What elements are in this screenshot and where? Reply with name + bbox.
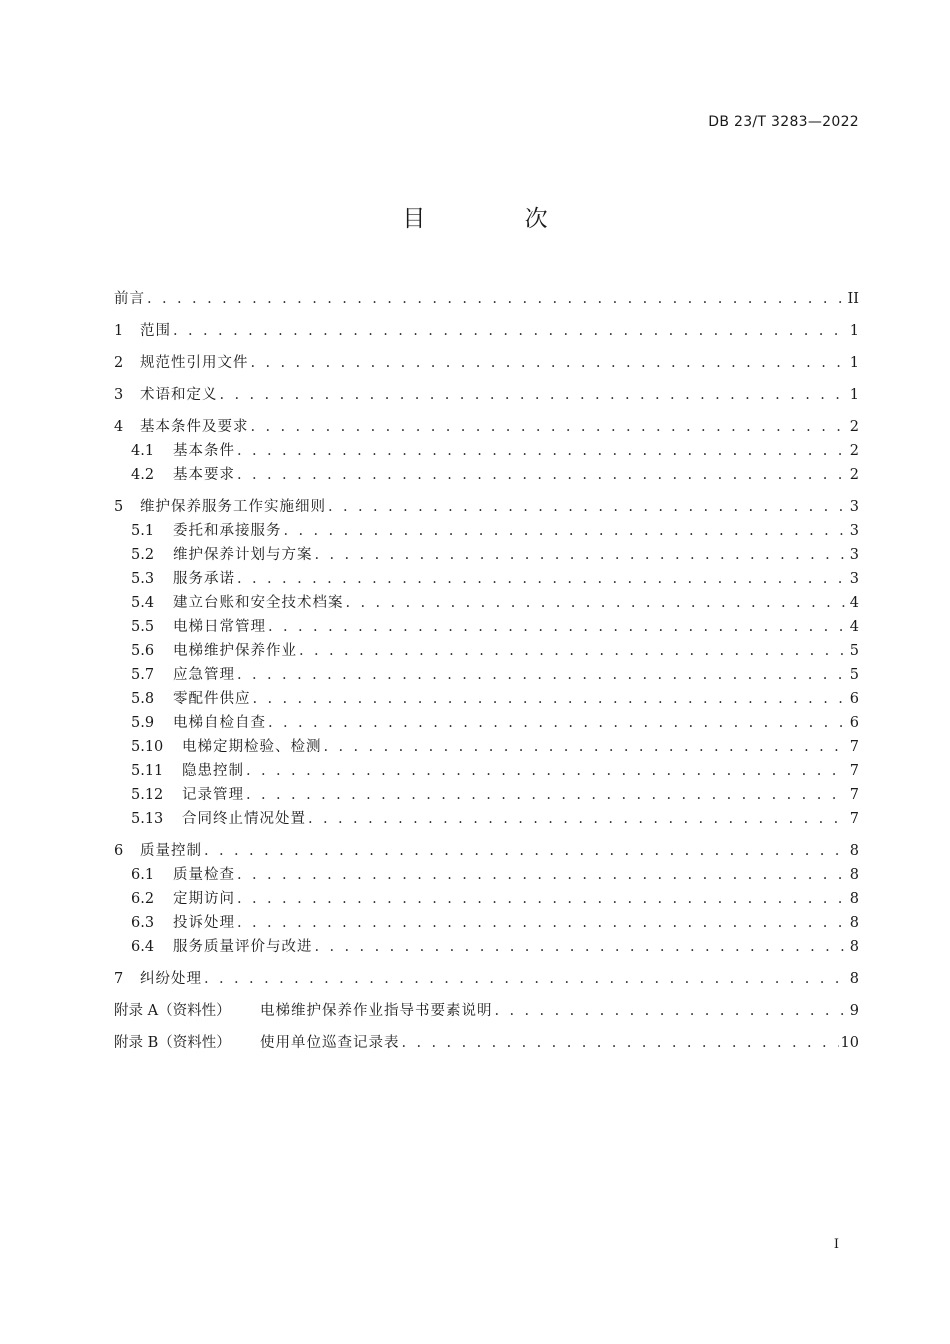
toc-page-number: 5	[849, 643, 859, 659]
toc-number: 6.4	[131, 939, 155, 955]
toc-entry-4[interactable]	[114, 415, 859, 439]
toc-label: 零配件供应	[173, 691, 251, 707]
toc-number: 附录 A（资料性）	[114, 1003, 231, 1019]
toc-page-number: 8	[849, 915, 859, 931]
table-of-contents	[114, 287, 859, 1055]
dot-leader	[308, 807, 847, 831]
toc-number: 4.2	[131, 467, 155, 483]
toc-label: 电梯定期检验、检测	[182, 739, 322, 755]
toc-label: 定期访问	[173, 891, 235, 907]
toc-label: 委托和承接服务	[173, 523, 282, 539]
dot-leader	[237, 567, 847, 591]
toc-entry-5-7[interactable]	[114, 663, 859, 687]
toc-number: 5.10	[131, 739, 164, 755]
toc-entry-foreword[interactable]	[114, 287, 859, 311]
toc-entry-6-4[interactable]	[114, 935, 859, 959]
toc-page-number: 5	[849, 667, 859, 683]
dot-leader	[299, 639, 847, 663]
toc-label: 维护保养服务工作实施细则	[140, 499, 326, 515]
toc-label: 记录管理	[182, 787, 244, 803]
dot-leader	[220, 383, 848, 407]
toc-number: 5.8	[131, 691, 155, 707]
toc-label: 质量控制	[140, 843, 202, 859]
toc-entry-6-2[interactable]	[114, 887, 859, 911]
toc-page-number: 3	[849, 523, 859, 539]
dot-leader	[315, 935, 848, 959]
toc-entry-appendix-b[interactable]	[114, 1031, 859, 1055]
toc-page-number: 8	[849, 867, 859, 883]
toc-number: 5.12	[131, 787, 164, 803]
dot-leader	[237, 887, 847, 911]
toc-page-number: 8	[849, 891, 859, 907]
toc-number: 5.6	[131, 643, 155, 659]
dot-leader	[328, 495, 847, 519]
toc-number: 5.9	[131, 715, 155, 731]
toc-label: 规范性引用文件	[140, 355, 249, 371]
dot-leader	[246, 759, 847, 783]
toc-page-number: 2	[849, 419, 859, 435]
toc-entry-5[interactable]	[114, 495, 859, 519]
toc-label: 电梯维护保养作业	[173, 643, 297, 659]
dot-leader	[251, 351, 848, 375]
toc-entry-6[interactable]	[114, 839, 859, 863]
toc-page-number: 8	[849, 843, 859, 859]
toc-entry-5-9[interactable]	[114, 711, 859, 735]
toc-page-number: 7	[849, 763, 859, 779]
toc-number: 6.2	[131, 891, 155, 907]
toc-label: 术语和定义	[140, 387, 218, 403]
toc-entry-5-11[interactable]	[114, 759, 859, 783]
toc-entry-5-12[interactable]	[114, 783, 859, 807]
toc-number: 4.1	[131, 443, 155, 459]
toc-entry-5-2[interactable]	[114, 543, 859, 567]
dot-leader	[268, 615, 847, 639]
toc-page-number: 10	[840, 1035, 859, 1051]
toc-page-number: 4	[849, 595, 859, 611]
toc-entry-5-1[interactable]	[114, 519, 859, 543]
dot-leader	[268, 711, 847, 735]
toc-entry-5-3[interactable]	[114, 567, 859, 591]
toc-number: 5.5	[131, 619, 155, 635]
toc-page-number: 1	[849, 355, 859, 371]
toc-number: 2	[114, 355, 124, 371]
dot-leader	[237, 663, 847, 687]
toc-page-number: 4	[849, 619, 859, 635]
toc-number: 6	[114, 843, 124, 859]
toc-entry-1[interactable]	[114, 319, 859, 343]
dot-leader	[402, 1031, 839, 1055]
toc-page-number: II	[847, 291, 859, 307]
dot-leader	[284, 519, 848, 543]
toc-label: 投诉处理	[173, 915, 235, 931]
toc-entry-appendix-a[interactable]	[114, 999, 859, 1023]
toc-page-number: 3	[849, 571, 859, 587]
dot-leader	[204, 967, 847, 991]
toc-entry-5-8[interactable]	[114, 687, 859, 711]
toc-label: 范围	[140, 323, 171, 339]
toc-label: 服务承诺	[173, 571, 235, 587]
toc-page-number: 2	[849, 443, 859, 459]
dot-leader	[237, 911, 847, 935]
toc-page-number: 3	[849, 547, 859, 563]
dot-leader	[173, 319, 847, 343]
toc-entry-5-10[interactable]	[114, 735, 859, 759]
toc-page-number: 1	[849, 387, 859, 403]
toc-number: 5.13	[131, 811, 164, 827]
toc-label: 隐患控制	[182, 763, 244, 779]
toc-page-number: 6	[849, 691, 859, 707]
dot-leader	[147, 287, 846, 311]
toc-entry-2[interactable]	[114, 351, 859, 375]
toc-entry-5-6[interactable]	[114, 639, 859, 663]
toc-entry-4-1[interactable]	[114, 439, 859, 463]
toc-entry-6-1[interactable]	[114, 863, 859, 887]
toc-entry-5-5[interactable]	[114, 615, 859, 639]
toc-page-number: 1	[849, 323, 859, 339]
toc-number: 6.3	[131, 915, 155, 931]
toc-page-number: 2	[849, 467, 859, 483]
toc-page-number: 8	[849, 939, 859, 955]
toc-label: 电梯自检自查	[173, 715, 266, 731]
toc-number: 1	[114, 323, 124, 339]
dot-leader	[495, 999, 848, 1023]
toc-entry-6-3[interactable]	[114, 911, 859, 935]
dot-leader	[237, 439, 847, 463]
toc-label: 电梯维护保养作业指导书要素说明	[260, 1003, 493, 1019]
toc-number: 5.2	[131, 547, 155, 563]
toc-number: 3	[114, 387, 124, 403]
toc-number: 5.11	[131, 763, 164, 779]
toc-label: 应急管理	[173, 667, 235, 683]
toc-number: 5.3	[131, 571, 155, 587]
toc-label: 建立台账和安全技术档案	[173, 595, 344, 611]
dot-leader	[237, 463, 847, 487]
toc-number: 6.1	[131, 867, 155, 883]
dot-leader	[253, 687, 848, 711]
dot-leader	[204, 839, 847, 863]
toc-entry-4-2[interactable]	[114, 463, 859, 487]
dot-leader	[346, 591, 848, 615]
toc-entry-7[interactable]	[114, 967, 859, 991]
toc-entry-3[interactable]	[114, 383, 859, 407]
toc-label: 基本要求	[173, 467, 235, 483]
toc-label: 维护保养计划与方案	[173, 547, 313, 563]
toc-label: 质量检查	[173, 867, 235, 883]
dot-leader	[315, 543, 848, 567]
toc-number: 4	[114, 419, 124, 435]
toc-page-number: 6	[849, 715, 859, 731]
toc-number: 附录 B（资料性）	[114, 1035, 231, 1051]
toc-number: 5	[114, 499, 124, 515]
document-code: DB 23/T 3283—2022	[708, 114, 859, 130]
toc-label: 基本条件及要求	[140, 419, 249, 435]
toc-number: 5.1	[131, 523, 155, 539]
toc-page-number: 9	[849, 1003, 859, 1019]
toc-page-number: 8	[849, 971, 859, 987]
toc-label: 使用单位巡查记录表	[260, 1035, 400, 1051]
toc-entry-5-4[interactable]	[114, 591, 859, 615]
page-title: 目 次	[402, 206, 594, 232]
toc-number: 5.4	[131, 595, 155, 611]
toc-label: 合同终止情况处置	[182, 811, 306, 827]
dot-leader	[251, 415, 848, 439]
dot-leader	[237, 863, 847, 887]
toc-label: 前言	[114, 291, 145, 307]
toc-page-number: 7	[849, 811, 859, 827]
toc-page-number: 7	[849, 787, 859, 803]
toc-page-number: 3	[849, 499, 859, 515]
dot-leader	[246, 783, 847, 807]
toc-label: 服务质量评价与改进	[173, 939, 313, 955]
toc-page-number: 7	[849, 739, 859, 755]
toc-number: 7	[114, 971, 124, 987]
page-number-footer: I	[833, 1237, 839, 1252]
dot-leader	[324, 735, 848, 759]
toc-entry-5-13[interactable]	[114, 807, 859, 831]
toc-label: 基本条件	[173, 443, 235, 459]
toc-label: 纠纷处理	[140, 971, 202, 987]
toc-number: 5.7	[131, 667, 155, 683]
toc-label: 电梯日常管理	[173, 619, 266, 635]
